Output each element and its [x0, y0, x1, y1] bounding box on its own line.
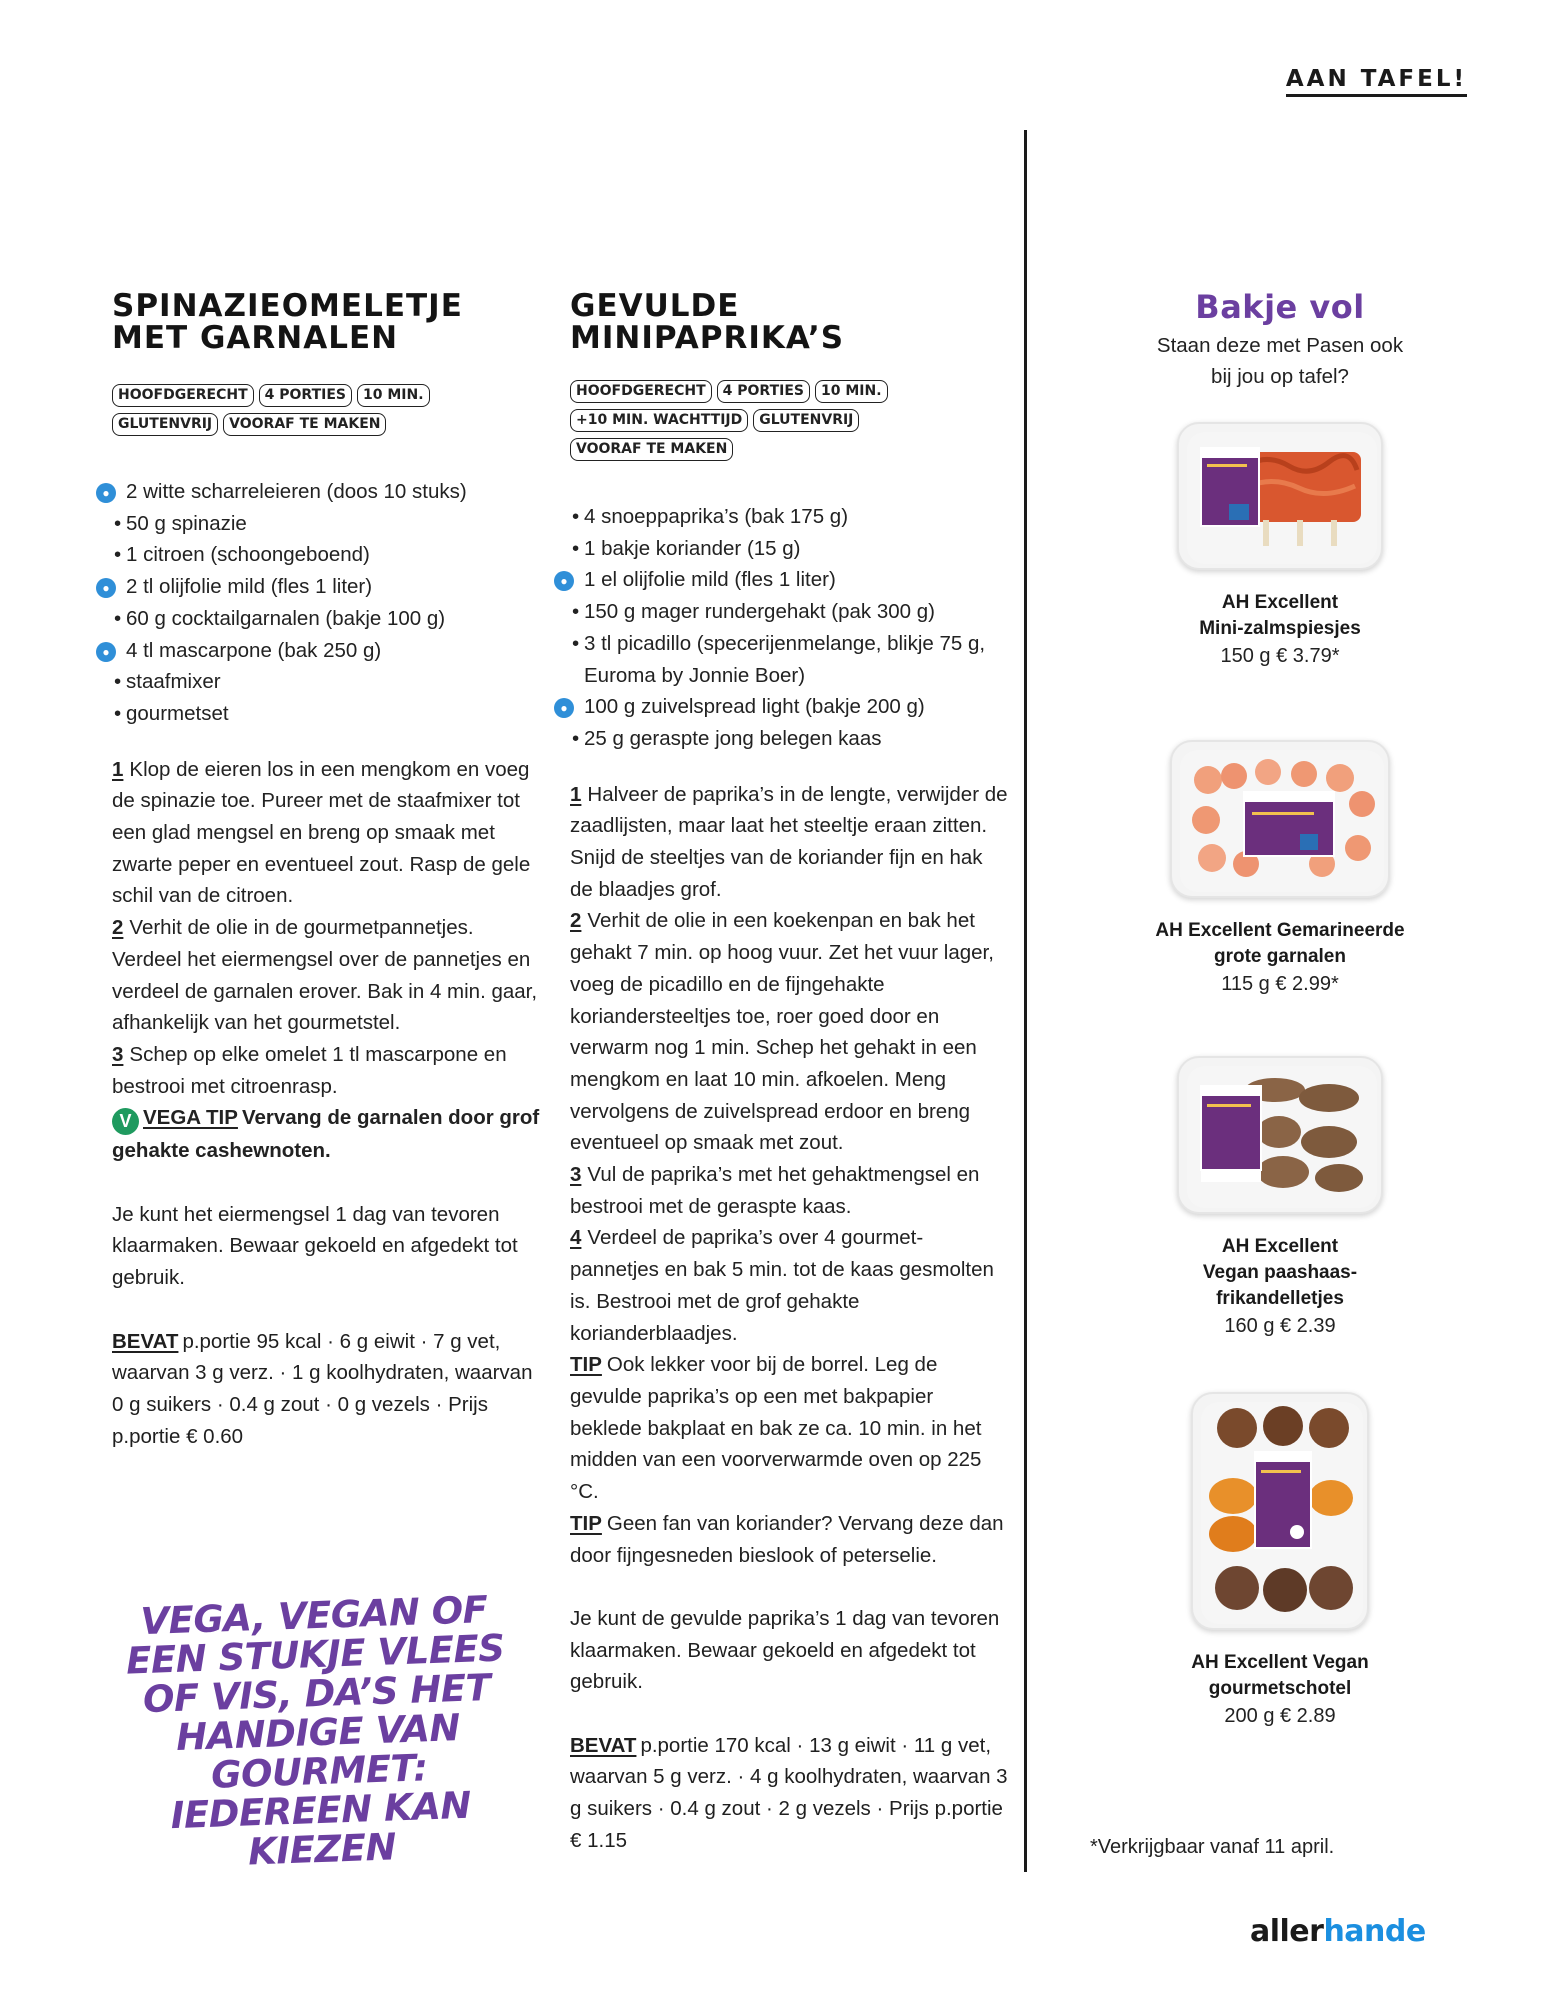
bullet: •	[114, 606, 122, 630]
shrimp-image	[1172, 742, 1392, 900]
product-image-frikandelletjes	[1177, 1056, 1383, 1214]
bullet: •	[572, 631, 580, 655]
product-price: 160 g € 2.39	[1224, 1315, 1336, 1337]
ingredient-list	[560, 501, 1010, 755]
ingredient-item: • 1 citroen (schoongeboend)	[112, 539, 542, 571]
product-card	[1070, 1056, 1490, 1340]
ingredient-item: ● 100 g zuivelspread light (bakje 200 g)	[570, 691, 1010, 723]
salmon-skewers-image	[1179, 424, 1385, 572]
column-divider	[1024, 130, 1027, 1872]
recipe-gevulde-minipaprikas	[560, 288, 1010, 1857]
recipe-title: GEVULDE MINIPAPRIKA’S	[570, 288, 845, 356]
nutrition-info: BEVAT p.portie 170 kcal · 13 g eiwit · 11 g vet, waarvan 5 g verz. · 4 g koolhydraten, waarvan 3 g suikers · 0.4 g zout · 2 g vezels · Prijs p.portie € 1.15	[570, 1733, 1008, 1852]
bullet: •	[114, 543, 122, 567]
tag: HOOFDGERECHT	[570, 380, 712, 403]
tag: 4 PORTIES	[259, 384, 352, 407]
sidebar-subtitle: Staan deze met Pasen ook bij jou op tafel?	[1156, 334, 1404, 388]
recipe-steps	[112, 754, 542, 1167]
vega-icon: V	[112, 1108, 139, 1135]
tag: 10 MIN.	[357, 384, 430, 407]
step: 3 Vul de paprika’s met het gehaktmengsel en bestrooi met de geraspte kaas.	[570, 1163, 980, 1218]
ingredient-item: ● 2 witte scharreleieren (doos 10 stuks)	[112, 476, 542, 508]
product-image-zalmspiesjes	[1177, 422, 1383, 570]
section-tag: AAN TAFEL!	[1286, 66, 1467, 97]
vega-tip: V VEGA TIP Vervang de garnalen door grof gehakte cashewnoten.	[112, 1106, 540, 1163]
product-card	[1070, 422, 1490, 670]
bullet: •	[572, 536, 580, 560]
step: 1 Halveer de paprika’s in de lengte, verwijder de zaadlijsten, maar laat het steeltje eraan zitten. Snijd de steeltjes van de koriander fijn en hak de blaadjes grof.	[570, 782, 1008, 901]
tip: TIP Ook lekker voor bij de borrel. Leg de gevulde paprika’s op een met bakpapier beklede bakplaat en bak ze ca. 10 min. in het midden van een voorverwarmde oven op 225 °C.	[570, 1353, 982, 1504]
ah-product-icon: ●	[554, 571, 574, 591]
bullet: •	[572, 600, 580, 624]
product-name: AH Excellent Vegan gourmetschotel	[1191, 1652, 1369, 1699]
ah-product-icon: ●	[554, 698, 574, 718]
ingredient-item: • 150 g mager rundergehakt (pak 300 g)	[570, 596, 1010, 628]
bullet: •	[572, 505, 580, 528]
ah-product-icon: ●	[96, 483, 116, 503]
allerhande-logo: allerhande	[1250, 1914, 1426, 1949]
step: 2 Verhit de olie in de gourmetpannetjes. Verdeel het eiermengsel over de pannetjes en verdeel de garnalen erover. Bak in 4 min. gaar, afhankelijk van het gourmetstel.	[112, 916, 538, 1035]
nutrition-info: BEVAT p.portie 95 kcal · 6 g eiwit · 7 g vet, waarvan 3 g verz. · 1 g koolhydraten, waarvan 0 g suikers · 0.4 g zout · 0 g vezels · Prijs p.portie € 0.60	[112, 1329, 533, 1448]
product-image-garnalen	[1170, 740, 1390, 898]
bullet: •	[572, 726, 580, 750]
step: 2 Verhit de olie in een koekenpan en bak het gehakt 7 min. op hoog vuur. Zet het vuur lager, voeg de picadillo en de fijngehakte koriandersteeltjes toe, roer goed door en verwarm nog 1 min. Schep het gehakt in een mengkom en laat 10 min. afkoelen. Meng vervolgens de zuivelspread erdoor en breng eventueel op smaak met zout.	[570, 909, 994, 1155]
tag: 4 PORTIES	[717, 380, 810, 403]
step: 3 Schep op elke omelet 1 tl mascarpone en bestrooi met citroenrasp.	[112, 1042, 507, 1098]
ingredient-item: • 3 tl picadillo (specerijenmelange, blikje 75 g, Euroma by Jonnie Boer)	[570, 628, 1010, 691]
recipe-tags	[570, 380, 900, 461]
ingredient-item: • 50 g spinazie	[112, 508, 542, 540]
tag: +10 MIN. WACHTTIJD	[570, 409, 748, 432]
ingredient-item: ● 1 el olijfolie mild (fles 1 liter)	[570, 564, 1010, 596]
bullet: •	[114, 701, 122, 725]
tag: VOORAF TE MAKEN	[223, 413, 386, 436]
ingredient-item: ● 4 tl mascarpone (bak 250 g)	[112, 635, 542, 667]
product-sidebar	[1070, 288, 1490, 1727]
recipe-tags	[112, 384, 442, 436]
make-ahead-note: Je kunt de gevulde paprika’s 1 dag van tevoren klaarmaken. Bewaar gekoeld en afgedekt tot gebruik.	[570, 1606, 1000, 1694]
product-price: 200 g € 2.89	[1224, 1705, 1336, 1727]
ingredient-item: • 1 bakje koriander (15 g)	[570, 533, 1010, 565]
tag: 10 MIN.	[815, 380, 888, 403]
tag: GLUTENVRIJ	[753, 409, 859, 432]
ah-product-icon: ●	[96, 642, 116, 662]
vegan-gourmet-image	[1193, 1394, 1371, 1632]
product-name: AH Excellent Mini-zalmspiesjes	[1199, 592, 1361, 639]
product-image-gourmetschotel	[1191, 1392, 1369, 1630]
recipe-steps	[570, 779, 1010, 1572]
tag: HOOFDGERECHT	[112, 384, 254, 407]
vegan-frikandel-image	[1179, 1058, 1385, 1216]
tag: VOORAF TE MAKEN	[570, 438, 733, 461]
pull-quote: VEGA, VEGAN OF EEN STUKJE VLEES OF VIS, DA’S HET HANDIGE VAN GOURMET: IEDEREEN KAN KIEZEN	[125, 1588, 506, 1874]
recipe-title: SPINAZIEOMELETJE MET GARNALEN	[112, 288, 463, 356]
ingredient-item: • 60 g cocktailgarnalen (bakje 100 g)	[112, 603, 542, 635]
ingredient-item: • gourmetset	[112, 698, 542, 730]
ingredient-item: ● 2 tl olijfolie mild (fles 1 liter)	[112, 571, 542, 603]
step: 4 Verdeel de paprika’s over 4 gourmet-pannetjes en bak 5 min. tot de kaas gesmolten is. Bestrooi met de grof gehakte korianderblaadjes.	[570, 1226, 994, 1345]
product-price: 115 g € 2.99*	[1221, 973, 1339, 995]
product-price: 150 g € 3.79*	[1220, 645, 1340, 667]
ingredient-item: • 25 g geraspte jong belegen kaas	[570, 723, 1010, 755]
tip: TIP Geen fan van koriander? Vervang deze dan door fijngesneden bieslook of peterselie.	[570, 1511, 1004, 1567]
bullet: •	[114, 670, 122, 694]
ingredient-list	[102, 476, 542, 730]
bullet: •	[114, 511, 122, 535]
recipe-spinazieomeletje	[102, 288, 542, 1452]
ah-product-icon: ●	[96, 578, 116, 598]
product-card	[1070, 740, 1490, 998]
ingredient-item: • staafmixer	[112, 666, 542, 698]
ingredient-item: • 4 snoeppaprika’s (bak 175 g)	[570, 501, 1010, 533]
step: 1 Klop de eieren los in een mengkom en voeg de spinazie toe. Pureer met de staafmixer tot een glad mengsel en breng op smaak met zwarte peper en eventueel zout. Rasp de gele schil van de citroen.	[112, 757, 531, 908]
product-card	[1070, 1392, 1490, 1730]
availability-footnote: *Verkrijgbaar vanaf 11 april.	[1090, 1836, 1335, 1858]
product-name: AH Excellent Vegan paashaas- frikandelletjes	[1202, 1236, 1358, 1309]
product-name: AH Excellent Gemarineerde grote garnalen	[1155, 920, 1405, 967]
sidebar-title: Bakje vol	[1195, 288, 1365, 326]
tag: GLUTENVRIJ	[112, 413, 218, 436]
make-ahead-note: Je kunt het eiermengsel 1 dag van tevoren klaarmaken. Bewaar gekoeld en afgedekt tot gebruik.	[112, 1202, 518, 1290]
